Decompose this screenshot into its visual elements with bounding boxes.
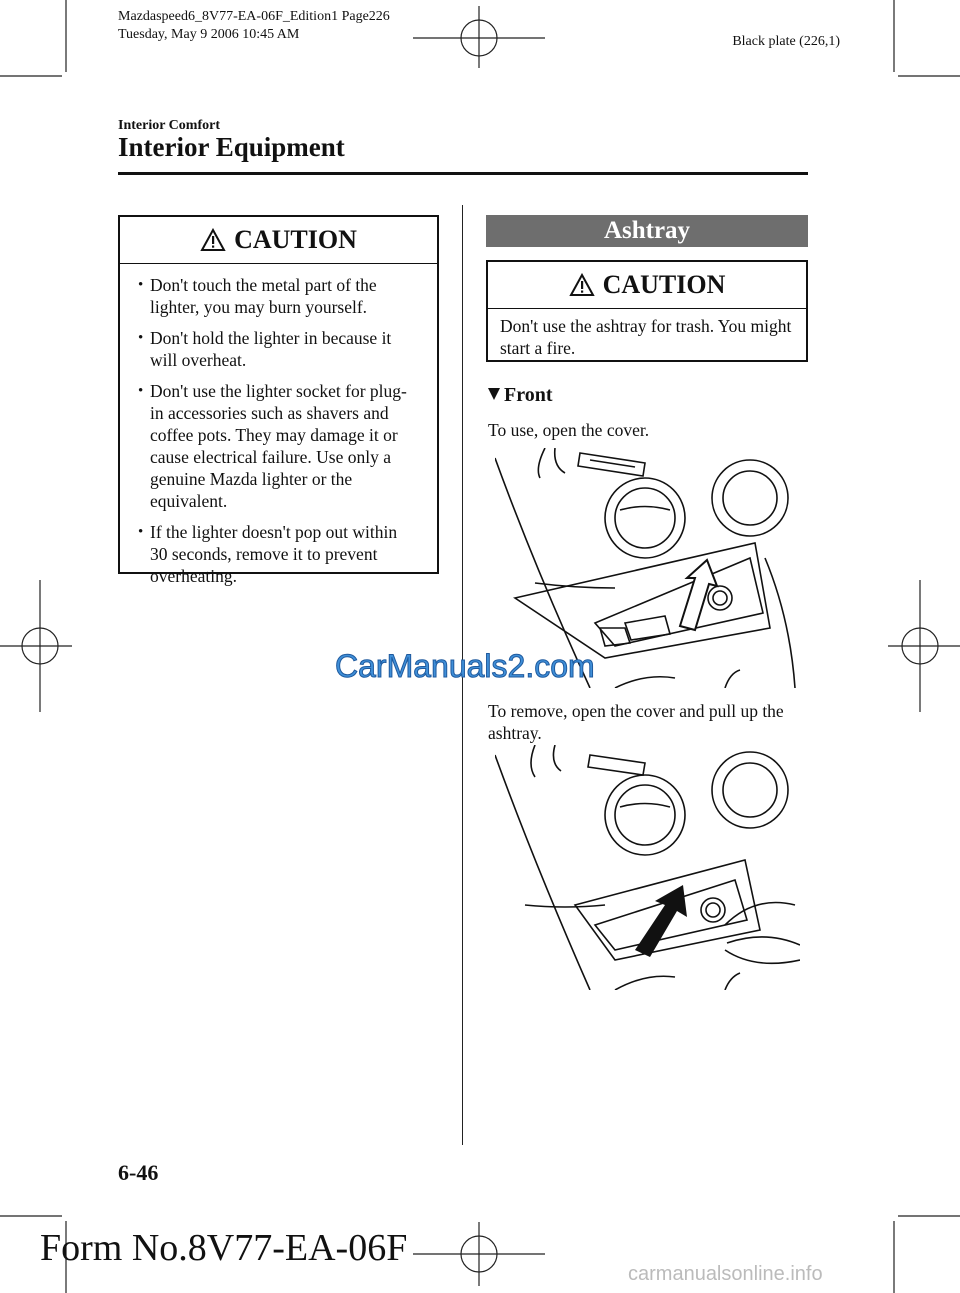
site-watermark: carmanualsonline.info xyxy=(628,1263,823,1285)
front-subheading xyxy=(488,384,553,407)
file-line: Mazdaspeed6_8V77-EA-06F_Edition1 Page226 xyxy=(118,9,390,24)
caution-header xyxy=(120,217,437,264)
page-title: Interior Equipment xyxy=(118,132,345,162)
remove-instruction: To remove, open the cover and pull up the ashtray. xyxy=(488,701,784,743)
caution-title: CAUTION xyxy=(602,270,726,299)
caution-header xyxy=(488,262,806,309)
form-number: Form No.8V77-EA-06F xyxy=(40,1227,408,1269)
caution-title: CAUTION xyxy=(234,225,357,254)
watermark-text: CarManuals2.com xyxy=(335,648,595,684)
lighter-caution-box xyxy=(118,215,439,586)
caution-item: • If the lighter doesn't pop out within 30 seconds, remove it to prevent overheating. xyxy=(150,521,419,587)
plate-label: Black plate (226,1) xyxy=(732,34,840,49)
down-triangle-icon xyxy=(488,388,500,400)
subheading-label: Front xyxy=(504,384,553,406)
warning-triangle-icon xyxy=(569,273,595,297)
caution-list xyxy=(120,264,437,587)
warning-triangle-icon xyxy=(200,228,226,252)
date-line: Tuesday, May 9 2006 10:45 AM xyxy=(118,27,300,42)
caution-item: • Don't use the lighter socket for plug-in accessories such as shavers and coffee pots. They may damage it or cause electrical failure. Use only a genuine Mazda lighter or the equivalent. xyxy=(150,380,419,512)
caution-item: • Don't touch the metal part of the lighter, you may burn yourself. xyxy=(150,274,419,318)
caution-item: • Don't hold the lighter in because it will overheat. xyxy=(150,327,419,371)
ashtray-caution-box xyxy=(486,260,808,362)
section-name: Interior Comfort xyxy=(118,118,220,133)
caution-text: Don't use the ashtray for trash. You might start a fire. xyxy=(500,316,792,358)
print-metadata xyxy=(118,8,390,44)
page-number: 6-46 xyxy=(118,1160,159,1185)
ashtray-remove-illustration xyxy=(495,745,800,990)
ashtray-heading: Ashtray xyxy=(486,215,808,247)
title-rule xyxy=(118,172,808,175)
open-instruction: To use, open the cover. xyxy=(488,420,650,440)
